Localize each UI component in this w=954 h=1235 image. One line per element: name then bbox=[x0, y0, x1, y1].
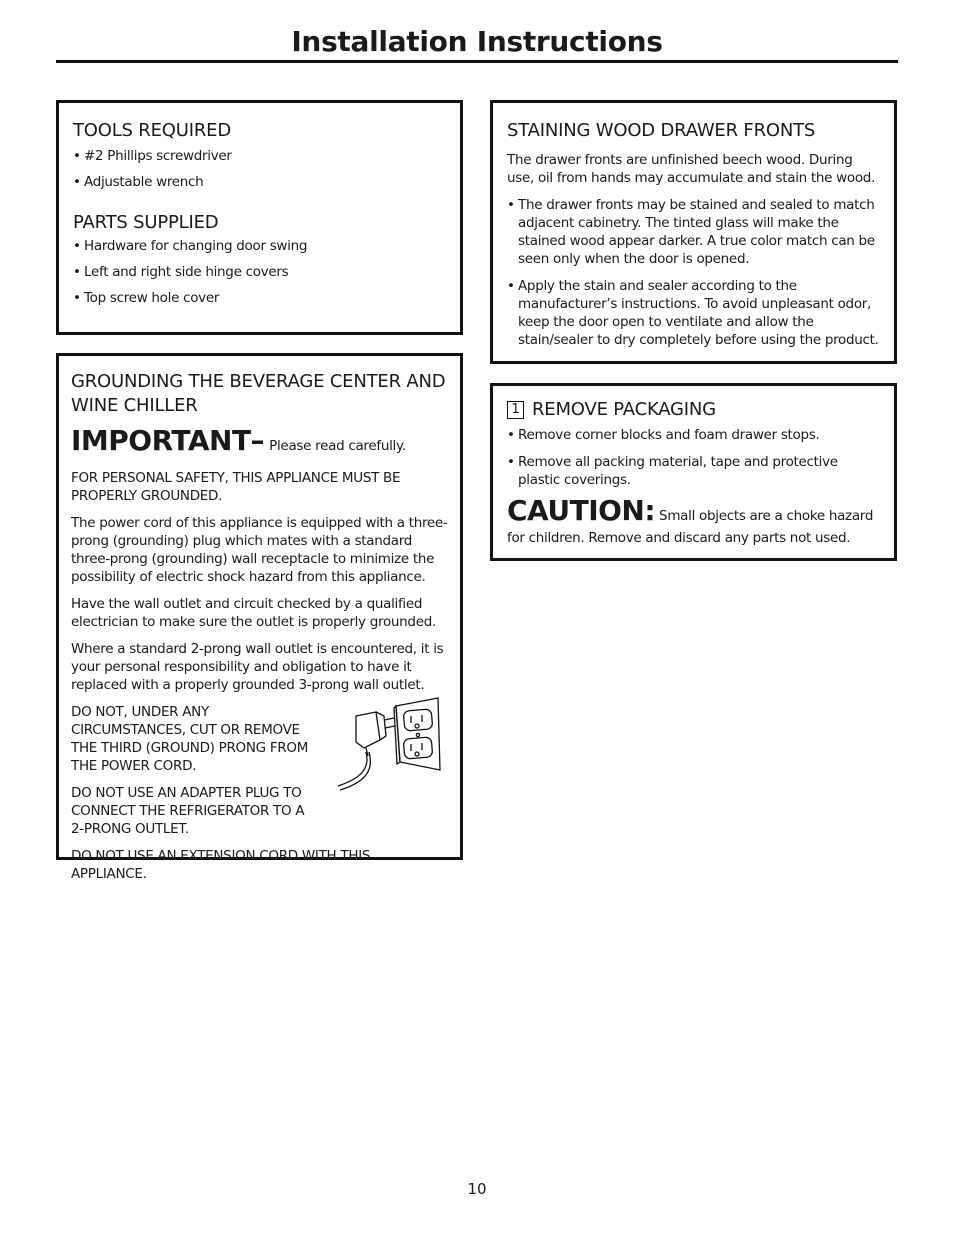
remove-heading: REMOVE PACKAGING bbox=[532, 399, 716, 420]
caution-paragraph bbox=[507, 493, 880, 547]
important-line bbox=[71, 422, 448, 465]
tools-list bbox=[73, 147, 446, 191]
page-title: Installation Instructions bbox=[291, 25, 663, 58]
important-word: IMPORTANT– bbox=[71, 424, 265, 457]
list-item: • #2 Phillips screwdriver bbox=[73, 147, 446, 165]
remove-list bbox=[507, 426, 880, 489]
grounded-outlet-plug-illustration bbox=[334, 696, 444, 796]
grounding-paragraph: The power cord of this appliance is equipped with a three-prong (grounding) plug which mates with a standard three-prong (grounding) wall receptacle to minimize the possibility of electric shock hazard from this appliance. bbox=[71, 515, 448, 585]
grounding-paragraph: DO NOT, UNDER ANY CIRCUMSTANCES, CUT OR REMOVE THE THIRD (GROUND) PRONG FROM THE POWER CORD. bbox=[71, 704, 309, 774]
list-item: • Top screw hole cover bbox=[73, 289, 446, 307]
staining-box bbox=[490, 100, 897, 364]
parts-list bbox=[73, 237, 446, 307]
grounding-box bbox=[56, 353, 463, 882]
grounding-paragraph: Where a standard 2-prong wall outlet is encountered, it is your personal responsibility and obligation to have it replaced with a properly grounded 3-prong wall outlet. bbox=[71, 641, 444, 693]
remove-heading-row bbox=[507, 398, 880, 422]
grounding-paragraph: DO NOT USE AN ADAPTER PLUG TO CONNECT THE REFRIGERATOR TO A 2-PRONG OUTLET. bbox=[71, 785, 305, 837]
list-item: • Remove corner blocks and foam drawer stops. bbox=[507, 426, 880, 444]
important-note: Please read carefully. bbox=[269, 438, 406, 454]
tools-heading: TOOLS REQUIRED bbox=[73, 120, 231, 141]
grounding-heading: GROUNDING THE BEVERAGE CENTER AND WINE CHILLER bbox=[71, 371, 446, 416]
list-item: • Hardware for changing door swing bbox=[73, 237, 446, 255]
list-item: • The drawer fronts may be stained and sealed to match adjacent cabinetry. The tinted glass will make the stained wood appear darker. A true color match can be seen only when the door is opened. bbox=[507, 196, 880, 268]
grounding-paragraph: DO NOT USE AN EXTENSION CORD WITH THIS APPLIANCE. bbox=[71, 848, 371, 882]
parts-heading: PARTS SUPPLIED bbox=[73, 212, 219, 233]
title-rule bbox=[56, 60, 898, 63]
list-item: • Remove all packing material, tape and protective plastic coverings. bbox=[507, 453, 880, 489]
tools-parts-box bbox=[56, 100, 463, 335]
grounding-paragraph: Have the wall outlet and circuit checked by a qualified electrician to make sure the outlet is properly grounded. bbox=[71, 596, 436, 630]
list-item: • Left and right side hinge covers bbox=[73, 263, 446, 281]
caution-text: Small objects are a choke hazard for children. Remove and discard any parts not used. bbox=[507, 508, 874, 546]
grounding-paragraph: FOR PERSONAL SAFETY, THIS APPLIANCE MUST BE PROPERLY GROUNDED. bbox=[71, 470, 401, 504]
caution-word: CAUTION: bbox=[507, 494, 656, 527]
list-item: • Adjustable wrench bbox=[73, 173, 446, 191]
list-item: • Apply the stain and sealer according to the manufacturer’s instructions. To avoid unpleasant odor, keep the door open to ventilate and allow the stain/sealer to dry completely before using the product. bbox=[507, 277, 880, 349]
remove-packaging-box bbox=[490, 383, 897, 561]
staining-heading: STAINING WOOD DRAWER FRONTS bbox=[507, 120, 816, 141]
staining-list bbox=[507, 196, 880, 349]
staining-intro: The drawer fronts are unfinished beech wood. During use, oil from hands may accumulate and stain the wood. bbox=[507, 152, 876, 186]
page-number: 10 bbox=[467, 1180, 487, 1198]
step-number-badge: 1 bbox=[507, 401, 524, 419]
